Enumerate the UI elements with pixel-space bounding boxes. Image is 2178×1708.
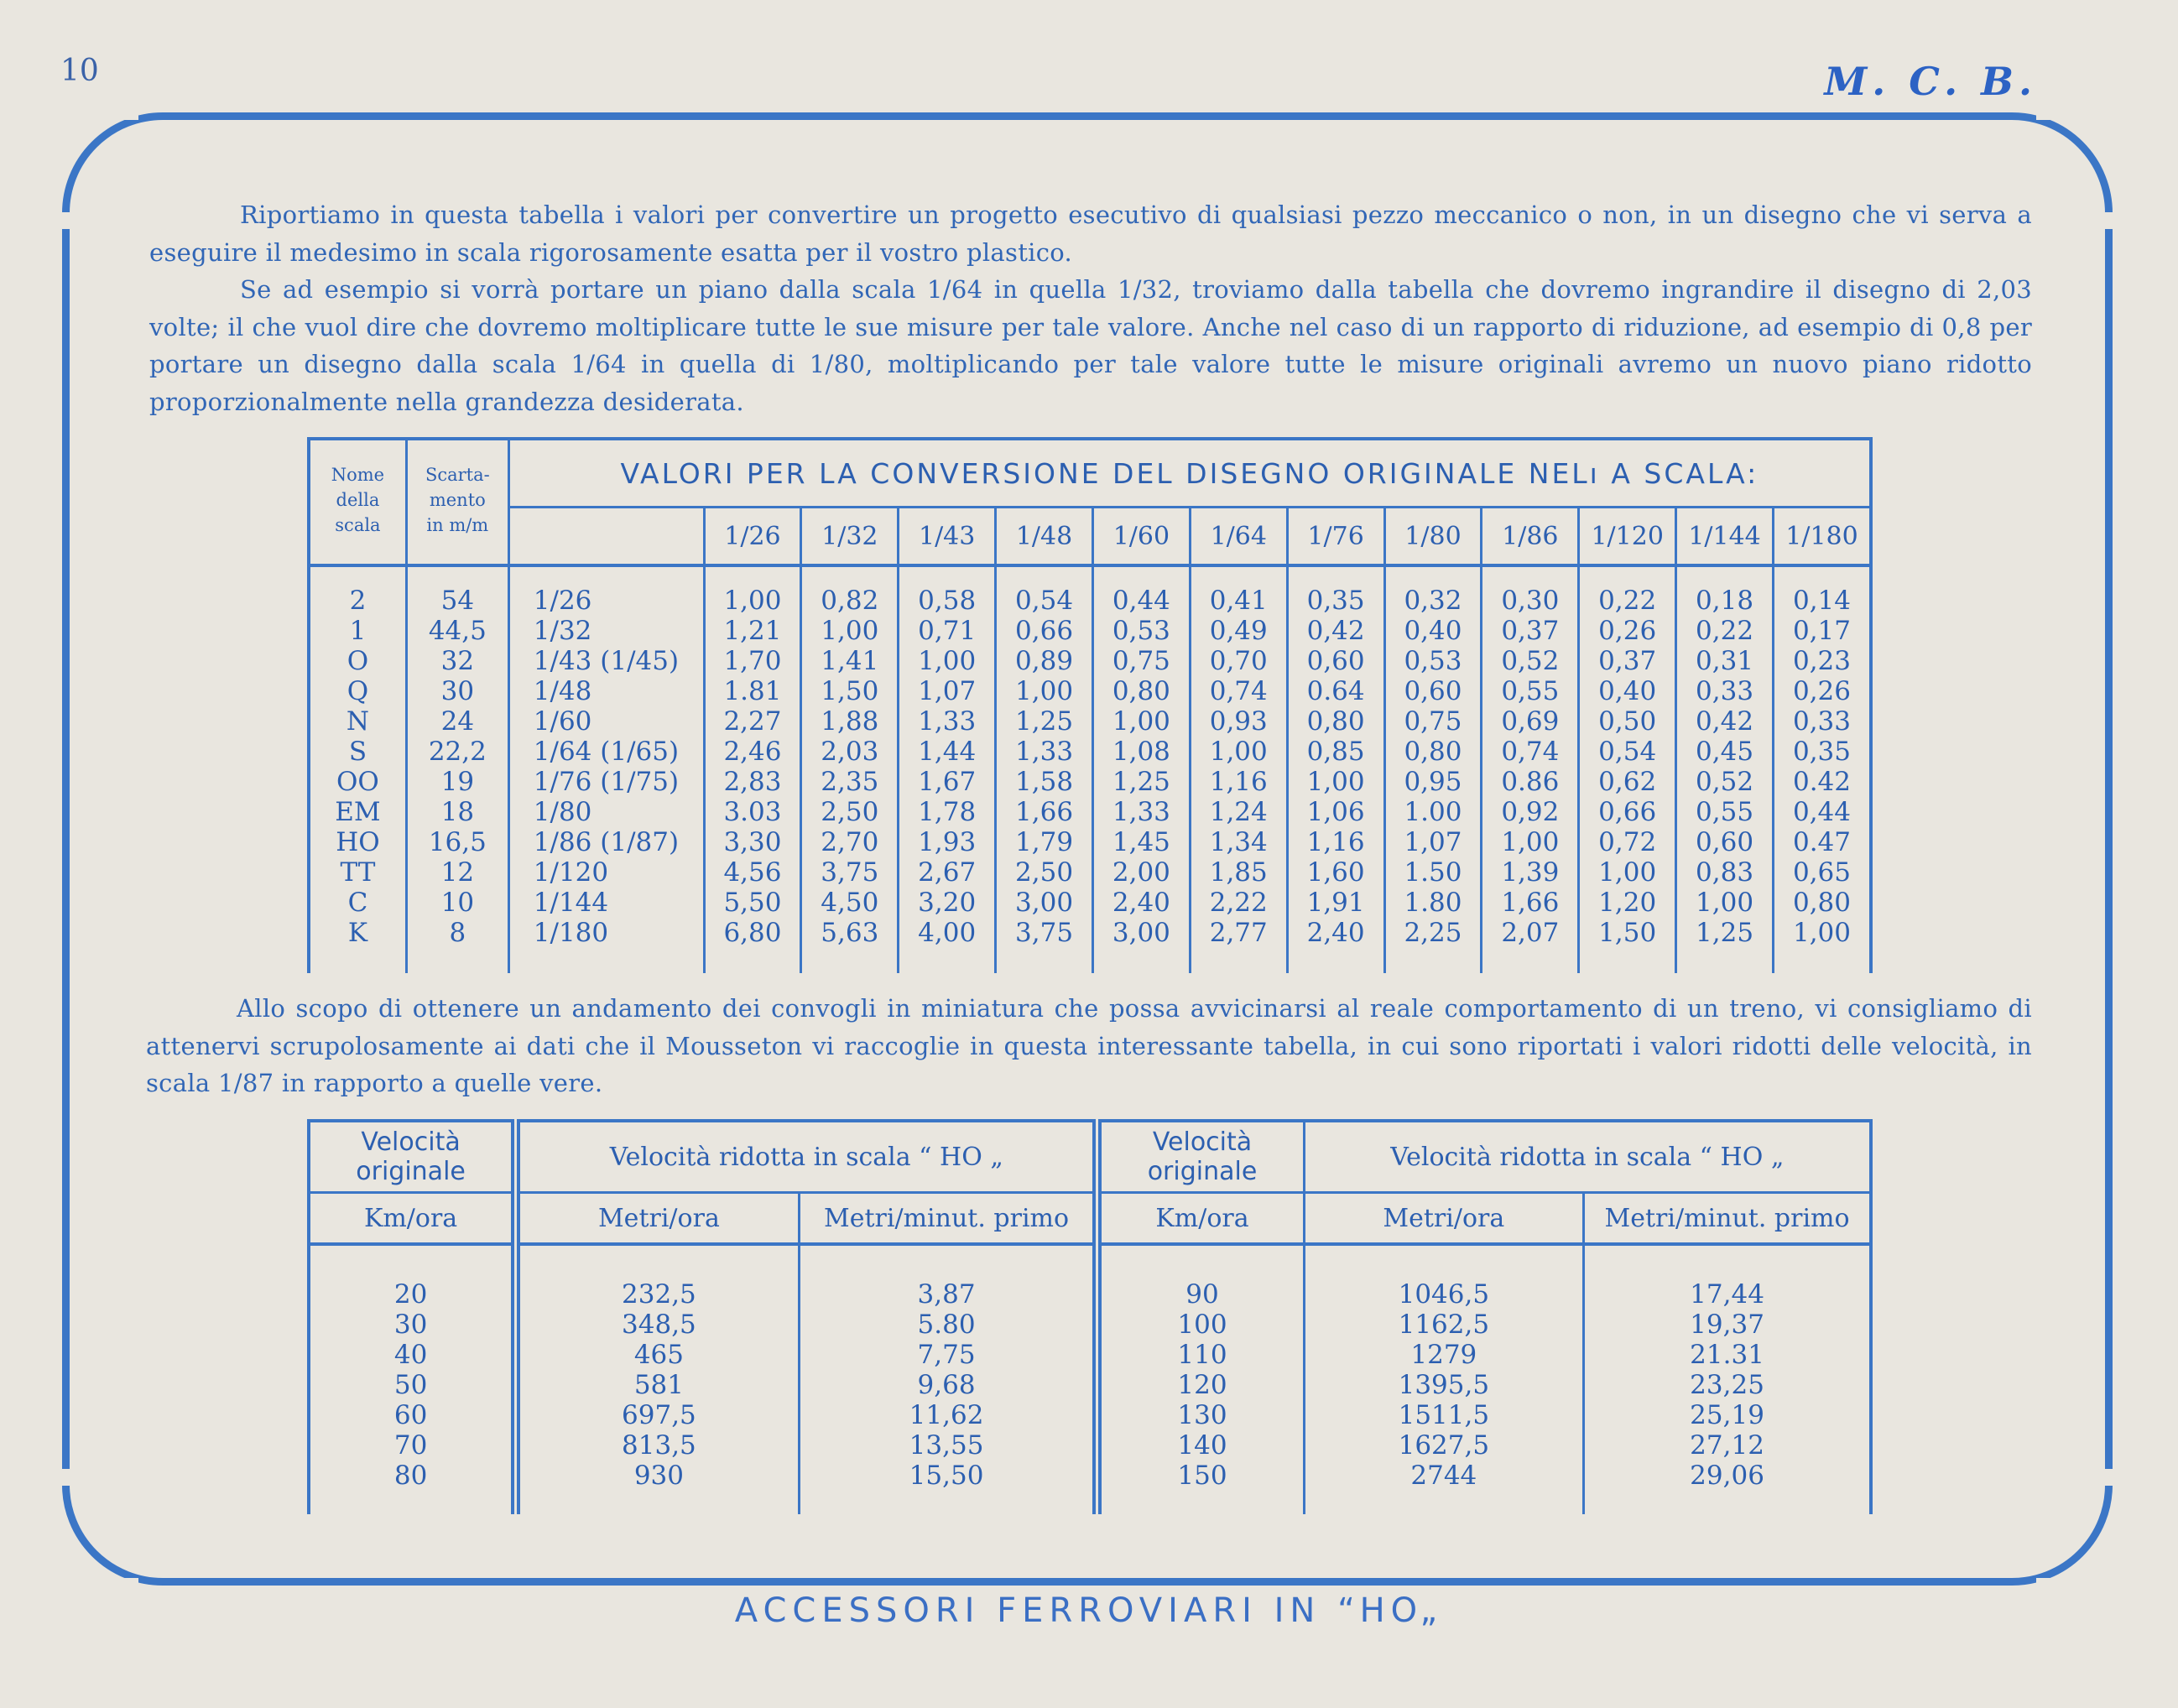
km-cell: 70 [309,1430,516,1461]
conversion-value-cell: 0,52 [1482,646,1579,676]
conversion-value-cell: 3,30 [704,827,801,857]
km-cell: 60 [309,1400,516,1430]
gauge-cell: 44,5 [406,616,508,646]
conversion-value-cell: 4,56 [704,857,801,888]
conversion-value-cell: 0,45 [1676,737,1774,767]
conversion-value-cell: 0,44 [1773,797,1871,827]
intro-text [149,196,2032,420]
conversion-row [309,676,1871,706]
scale-header-blank [508,508,704,566]
conversion-value-cell: 1,00 [1579,857,1676,888]
scale-header: 1/60 [1092,508,1190,566]
scale-ratio-cell: 1/80 [508,797,704,827]
scale-name-cell: Q [309,676,406,706]
conversion-value-cell: 0,60 [1287,646,1384,676]
conversion-title: VALORI PER LA CONVERSIONE DEL DISEGNO ORIGINALE NELı A SCALA: [508,439,1871,508]
conversion-value-cell: 1,33 [899,706,996,737]
scale-ratio-cell: 1/86 (1/87) [508,827,704,857]
kmora-header: Km/ora [309,1193,516,1245]
speed-row [309,1430,1871,1461]
conversion-value-cell: 0,60 [1676,827,1774,857]
metriminuto-cell: 3,87 [799,1279,1097,1310]
conversion-value-cell: 2,00 [1092,857,1190,888]
conversion-value-cell: 0,65 [1773,857,1871,888]
conversion-value-cell: 0,37 [1579,646,1676,676]
scale-name-cell: S [309,737,406,767]
metriora-cell: 697,5 [516,1400,800,1430]
conversion-value-cell: 1,60 [1287,857,1384,888]
conversion-value-cell: 0,35 [1773,737,1871,767]
metriora-header: Metri/ora [516,1193,800,1245]
conversion-value-cell: 1,45 [1092,827,1190,857]
scale-ratio-cell: 1/76 (1/75) [508,767,704,797]
conversion-value-cell: 0,23 [1773,646,1871,676]
speed-paragraph: Allo scopo di ottenere un andamento dei convogli in miniatura che possa avvicinarsi al reale comportamento di un treno, vi consigliamo di attenervi scrupolosamente ai dati che il Mousseton vi raccoglie in questa interessante tabella, in cui sono riportati i valori ridotti delle velocità, in scala 1/87 in rapporto a quelle vere. [146,994,2032,1097]
conversion-value-cell: 0,92 [1482,797,1579,827]
scale-name-cell: TT [309,857,406,888]
conversion-value-cell: 0,26 [1773,676,1871,706]
conversion-value-cell: 1,07 [1384,827,1482,857]
conversion-value-cell: 1,67 [899,767,996,797]
metriminuto-cell: 21.31 [1584,1340,1871,1370]
scale-name-cell: C [309,888,406,918]
km-cell: 120 [1097,1370,1304,1400]
conversion-value-cell: 1,34 [1190,827,1287,857]
conversion-value-cell: 1,78 [899,797,996,827]
conversion-value-cell: 3,00 [996,888,1093,918]
conversion-value-cell: 1,00 [899,646,996,676]
footer-title: ACCESSORI FERROVIARI IN “HO„ [734,1591,1444,1630]
scale-header: 1/64 [1190,508,1287,566]
conversion-value-cell: 0,75 [1384,706,1482,737]
conversion-value-cell: 1,88 [801,706,899,737]
conversion-value-cell: 0,42 [1287,616,1384,646]
metriminuto-cell: 25,19 [1584,1400,1871,1430]
metriminuto-header: Metri/minut. primo [799,1193,1097,1245]
conversion-value-cell: 1,66 [1482,888,1579,918]
col-scartamento-header: Scarta- mento in m/m [406,439,508,565]
conversion-value-cell: 0,22 [1579,586,1676,616]
conversion-value-cell: 1.00 [1384,797,1482,827]
conversion-value-cell: 0.47 [1773,827,1871,857]
conversion-value-cell: 0,55 [1676,797,1774,827]
conversion-value-cell: 1,06 [1287,797,1384,827]
conversion-value-cell: 1,41 [801,646,899,676]
conversion-value-cell: 0,32 [1384,586,1482,616]
conversion-value-cell: 2,83 [704,767,801,797]
conversion-value-cell: 2,03 [801,737,899,767]
conversion-value-cell: 1,25 [996,706,1093,737]
intro-paragraph: Riportiamo in questa tabella i valori per convertire un progetto esecutivo di qualsiasi pezzo meccanico o non, in un disegno che vi serva a eseguire il medesimo in scala rigorosamente esatta per il vostro plastico. [149,200,2032,267]
conversion-value-cell: 1,00 [1190,737,1287,767]
conversion-value-cell: 1,24 [1190,797,1287,827]
metriora-cell: 930 [516,1461,800,1491]
conversion-row [309,918,1871,948]
conversion-value-cell: 0,17 [1773,616,1871,646]
conversion-value-cell: 1,25 [1092,767,1190,797]
metriora-cell: 348,5 [516,1310,800,1340]
gauge-cell: 12 [406,857,508,888]
conversion-row [309,857,1871,888]
metriora-cell: 1627,5 [1304,1430,1584,1461]
conversion-value-cell: 0,60 [1384,676,1482,706]
conversion-value-cell: 2,50 [996,857,1093,888]
conversion-value-cell: 0,62 [1579,767,1676,797]
scale-ratio-cell: 1/26 [508,586,704,616]
conversion-value-cell: 0,30 [1482,586,1579,616]
scale-name-cell: K [309,918,406,948]
scale-header: 1/86 [1482,508,1579,566]
metriora-cell: 1511,5 [1304,1400,1584,1430]
conversion-value-cell: 1,44 [899,737,996,767]
conversion-value-cell: 0,41 [1190,586,1287,616]
conversion-value-cell: 2,46 [704,737,801,767]
speed-row [309,1400,1871,1430]
conversion-value-cell: 0,58 [899,586,996,616]
conversion-value-cell: 1,39 [1482,857,1579,888]
conversion-value-cell: 0,54 [996,586,1093,616]
metriminuto-cell: 19,37 [1584,1310,1871,1340]
metriminuto-cell: 7,75 [799,1340,1097,1370]
conversion-value-cell: 3.03 [704,797,801,827]
speed-row [309,1279,1871,1310]
conversion-row [309,888,1871,918]
scale-header: 1/32 [801,508,899,566]
scale-name-cell: EM [309,797,406,827]
conversion-value-cell: 2,27 [704,706,801,737]
metriora-cell: 1395,5 [1304,1370,1584,1400]
conversion-value-cell: 0.42 [1773,767,1871,797]
conversion-row [309,737,1871,767]
km-cell: 50 [309,1370,516,1400]
conversion-value-cell: 6,80 [704,918,801,948]
conversion-value-cell: 2,07 [1482,918,1579,948]
metriminuto-cell: 27,12 [1584,1430,1871,1461]
km-cell: 80 [309,1461,516,1491]
conversion-value-cell: 1,33 [1092,797,1190,827]
metriminuto-cell: 9,68 [799,1370,1097,1400]
scale-header: 1/144 [1676,508,1774,566]
conversion-value-cell: 0,53 [1384,646,1482,676]
reduced-speed-header: Velocità ridotta in scala “ HO „ [516,1121,1097,1193]
conversion-value-cell: 0,89 [996,646,1093,676]
conversion-value-cell: 2,50 [801,797,899,827]
metriora-cell: 2744 [1304,1461,1584,1491]
gauge-cell: 22,2 [406,737,508,767]
conversion-value-cell: 0,33 [1773,706,1871,737]
scale-header: 1/80 [1384,508,1482,566]
conversion-value-cell: 1,00 [704,586,801,616]
conversion-value-cell: 4,00 [899,918,996,948]
conversion-value-cell: 0,70 [1190,646,1287,676]
conversion-value-cell: 1,00 [1092,706,1190,737]
conversion-value-cell: 2,67 [899,857,996,888]
scale-name-cell: N [309,706,406,737]
conversion-value-cell: 0,37 [1482,616,1579,646]
conversion-value-cell: 0,35 [1287,586,1384,616]
speed-row [309,1461,1871,1491]
conversion-value-cell: 0,49 [1190,616,1287,646]
km-cell: 90 [1097,1279,1304,1310]
scale-header: 1/120 [1579,508,1676,566]
metriora-cell: 581 [516,1370,800,1400]
conversion-value-cell: 0,75 [1092,646,1190,676]
metriminuto-header: Metri/minut. primo [1584,1193,1871,1245]
metriora-cell: 465 [516,1340,800,1370]
metriora-cell: 1162,5 [1304,1310,1584,1340]
conversion-value-cell: 0,95 [1384,767,1482,797]
scale-ratio-cell: 1/43 (1/45) [508,646,704,676]
reduced-speed-header: Velocità ridotta in scala “ HO „ [1304,1121,1871,1193]
scale-header: 1/26 [704,508,801,566]
conversion-value-cell: 0,80 [1384,737,1482,767]
metriminuto-cell: 23,25 [1584,1370,1871,1400]
gauge-cell: 32 [406,646,508,676]
conversion-value-cell: 0,80 [1287,706,1384,737]
scale-header: 1/43 [899,508,996,566]
original-speed-header: Velocità originale [309,1121,516,1193]
metriora-header: Metri/ora [1304,1193,1584,1245]
conversion-row [309,646,1871,676]
gauge-cell: 30 [406,676,508,706]
conversion-value-cell: 0,74 [1190,676,1287,706]
conversion-value-cell: 1,00 [1482,827,1579,857]
conversion-value-cell: 0,52 [1676,767,1774,797]
conversion-row [309,616,1871,646]
conversion-value-cell: 0,83 [1676,857,1774,888]
scale-name-cell: 1 [309,616,406,646]
speed-text [146,990,2032,1102]
conversion-value-cell: 1,07 [899,676,996,706]
conversion-value-cell: 3,75 [801,857,899,888]
conversion-value-cell: 1,33 [996,737,1093,767]
conversion-row [309,767,1871,797]
conversion-value-cell: 0,93 [1190,706,1287,737]
conversion-value-cell: 1.50 [1384,857,1482,888]
km-cell: 100 [1097,1310,1304,1340]
conversion-value-cell: 1,85 [1190,857,1287,888]
conversion-value-cell: 1,21 [704,616,801,646]
conversion-row [309,586,1871,616]
conversion-row [309,827,1871,857]
km-cell: 150 [1097,1461,1304,1491]
conversion-value-cell: 1,50 [801,676,899,706]
conversion-value-cell: 0.64 [1287,676,1384,706]
conversion-value-cell: 0,82 [801,586,899,616]
conversion-value-cell: 0,31 [1676,646,1774,676]
speed-row [309,1370,1871,1400]
conversion-value-cell: 3,00 [1092,918,1190,948]
conversion-value-cell: 0,22 [1676,616,1774,646]
conversion-value-cell: 2,25 [1384,918,1482,948]
conversion-value-cell: 0,66 [1579,797,1676,827]
scale-name-cell: 2 [309,586,406,616]
conversion-value-cell: 4,50 [801,888,899,918]
metriora-cell: 1279 [1304,1340,1584,1370]
conversion-value-cell: 1,16 [1287,827,1384,857]
metriora-cell: 813,5 [516,1430,800,1461]
gauge-cell: 16,5 [406,827,508,857]
col-nome-header: Nome della scala [309,439,406,565]
scale-ratio-cell: 1/180 [508,918,704,948]
speed-row [309,1310,1871,1340]
conversion-value-cell: 0,80 [1092,676,1190,706]
conversion-value-cell: 1,79 [996,827,1093,857]
conversion-value-cell: 0,50 [1579,706,1676,737]
conversion-value-cell: 1,91 [1287,888,1384,918]
conversion-value-cell: 0,66 [996,616,1093,646]
gauge-cell: 8 [406,918,508,948]
conversion-value-cell: 0,42 [1676,706,1774,737]
gauge-cell: 24 [406,706,508,737]
conversion-value-cell: 2,40 [1287,918,1384,948]
conversion-value-cell: 1,00 [801,616,899,646]
scale-header: 1/180 [1773,508,1871,566]
metriora-cell: 1046,5 [1304,1279,1584,1310]
conversion-value-cell: 1,25 [1676,918,1774,948]
kmora-header: Km/ora [1097,1193,1304,1245]
conversion-value-cell: 2,70 [801,827,899,857]
conversion-value-cell: 3,75 [996,918,1093,948]
conversion-value-cell: 1,16 [1190,767,1287,797]
conversion-value-cell: 0,55 [1482,676,1579,706]
metriminuto-cell: 17,44 [1584,1279,1871,1310]
conversion-value-cell: 5,63 [801,918,899,948]
scale-name-cell: OO [309,767,406,797]
metriminuto-cell: 5.80 [799,1310,1097,1340]
original-speed-header: Velocità originale [1097,1121,1304,1193]
km-cell: 110 [1097,1340,1304,1370]
conversion-value-cell: 1,70 [704,646,801,676]
conversion-value-cell: 0,80 [1773,888,1871,918]
scale-header: 1/48 [996,508,1093,566]
conversion-value-cell: 1,00 [996,676,1093,706]
conversion-value-cell: 0,18 [1676,586,1774,616]
gauge-cell: 10 [406,888,508,918]
km-cell: 20 [309,1279,516,1310]
scale-ratio-cell: 1/144 [508,888,704,918]
conversion-value-cell: 1,93 [899,827,996,857]
conversion-value-cell: 0,33 [1676,676,1774,706]
conversion-value-cell: 0.86 [1482,767,1579,797]
conversion-value-cell: 2,35 [801,767,899,797]
scale-ratio-cell: 1/64 (1/65) [508,737,704,767]
gauge-cell: 54 [406,586,508,616]
conversion-value-cell: 0,14 [1773,586,1871,616]
metriora-cell: 232,5 [516,1279,800,1310]
conversion-value-cell: 2,22 [1190,888,1287,918]
speed-row [309,1340,1871,1370]
conversion-value-cell: 3,20 [899,888,996,918]
conversion-value-cell: 1,00 [1773,918,1871,948]
metriminuto-cell: 29,06 [1584,1461,1871,1491]
conversion-value-cell: 5,50 [704,888,801,918]
metriminuto-cell: 13,55 [799,1430,1097,1461]
scale-ratio-cell: 1/32 [508,616,704,646]
brand-logo: M. C. B. [1824,59,2037,104]
conversion-row [309,706,1871,737]
conversion-value-cell: 0,44 [1092,586,1190,616]
scale-name-cell: HO [309,827,406,857]
conversion-value-cell: 0,26 [1579,616,1676,646]
conversion-value-cell: 1,66 [996,797,1093,827]
conversion-value-cell: 0,40 [1579,676,1676,706]
conversion-value-cell: 0,54 [1579,737,1676,767]
conversion-value-cell: 2,77 [1190,918,1287,948]
conversion-value-cell: 1,08 [1092,737,1190,767]
metriminuto-cell: 11,62 [799,1400,1097,1430]
conversion-value-cell: 0,74 [1482,737,1579,767]
conversion-value-cell: 0,85 [1287,737,1384,767]
conversion-value-cell: 1,00 [1287,767,1384,797]
km-cell: 40 [309,1340,516,1370]
conversion-row [309,797,1871,827]
scale-ratio-cell: 1/120 [508,857,704,888]
conversion-value-cell: 0,53 [1092,616,1190,646]
scale-ratio-cell: 1/48 [508,676,704,706]
metriminuto-cell: 15,50 [799,1461,1097,1491]
scale-name-cell: O [309,646,406,676]
conversion-value-cell: 1.81 [704,676,801,706]
conversion-table [307,437,1873,973]
conversion-value-cell: 0,72 [1579,827,1676,857]
conversion-value-cell: 1.80 [1384,888,1482,918]
gauge-cell: 18 [406,797,508,827]
conversion-value-cell: 1,50 [1579,918,1676,948]
conversion-value-cell: 0,40 [1384,616,1482,646]
conversion-value-cell: 1,58 [996,767,1093,797]
conversion-value-cell: 0,71 [899,616,996,646]
conversion-value-cell: 1,00 [1676,888,1774,918]
scale-ratio-cell: 1/60 [508,706,704,737]
km-cell: 130 [1097,1400,1304,1430]
gauge-cell: 19 [406,767,508,797]
conversion-value-cell: 0,69 [1482,706,1579,737]
km-cell: 140 [1097,1430,1304,1461]
intro-paragraph: Se ad esempio si vorrà portare un piano dalla scala 1/64 in quella 1/32, troviamo dalla tabella che dovremo ingrandire il disegno di 2,03 volte; il che vuol dire che dovremo moltiplicare tutte le sue misure per tale valore. Anche nel caso di un rapporto di riduzione, ad esempio di 0,8 per portare un disegno dalla scala 1/64 in quella di 1/80, moltiplicando per tale valore tutte le misure originali avremo un nuovo piano ridotto proporzionalmente nella grandezza desiderata. [149,275,2032,416]
scale-header: 1/76 [1287,508,1384,566]
km-cell: 30 [309,1310,516,1340]
speed-table [307,1119,1873,1514]
page-number: 10 [60,54,99,88]
conversion-value-cell: 2,40 [1092,888,1190,918]
conversion-value-cell: 1,20 [1579,888,1676,918]
